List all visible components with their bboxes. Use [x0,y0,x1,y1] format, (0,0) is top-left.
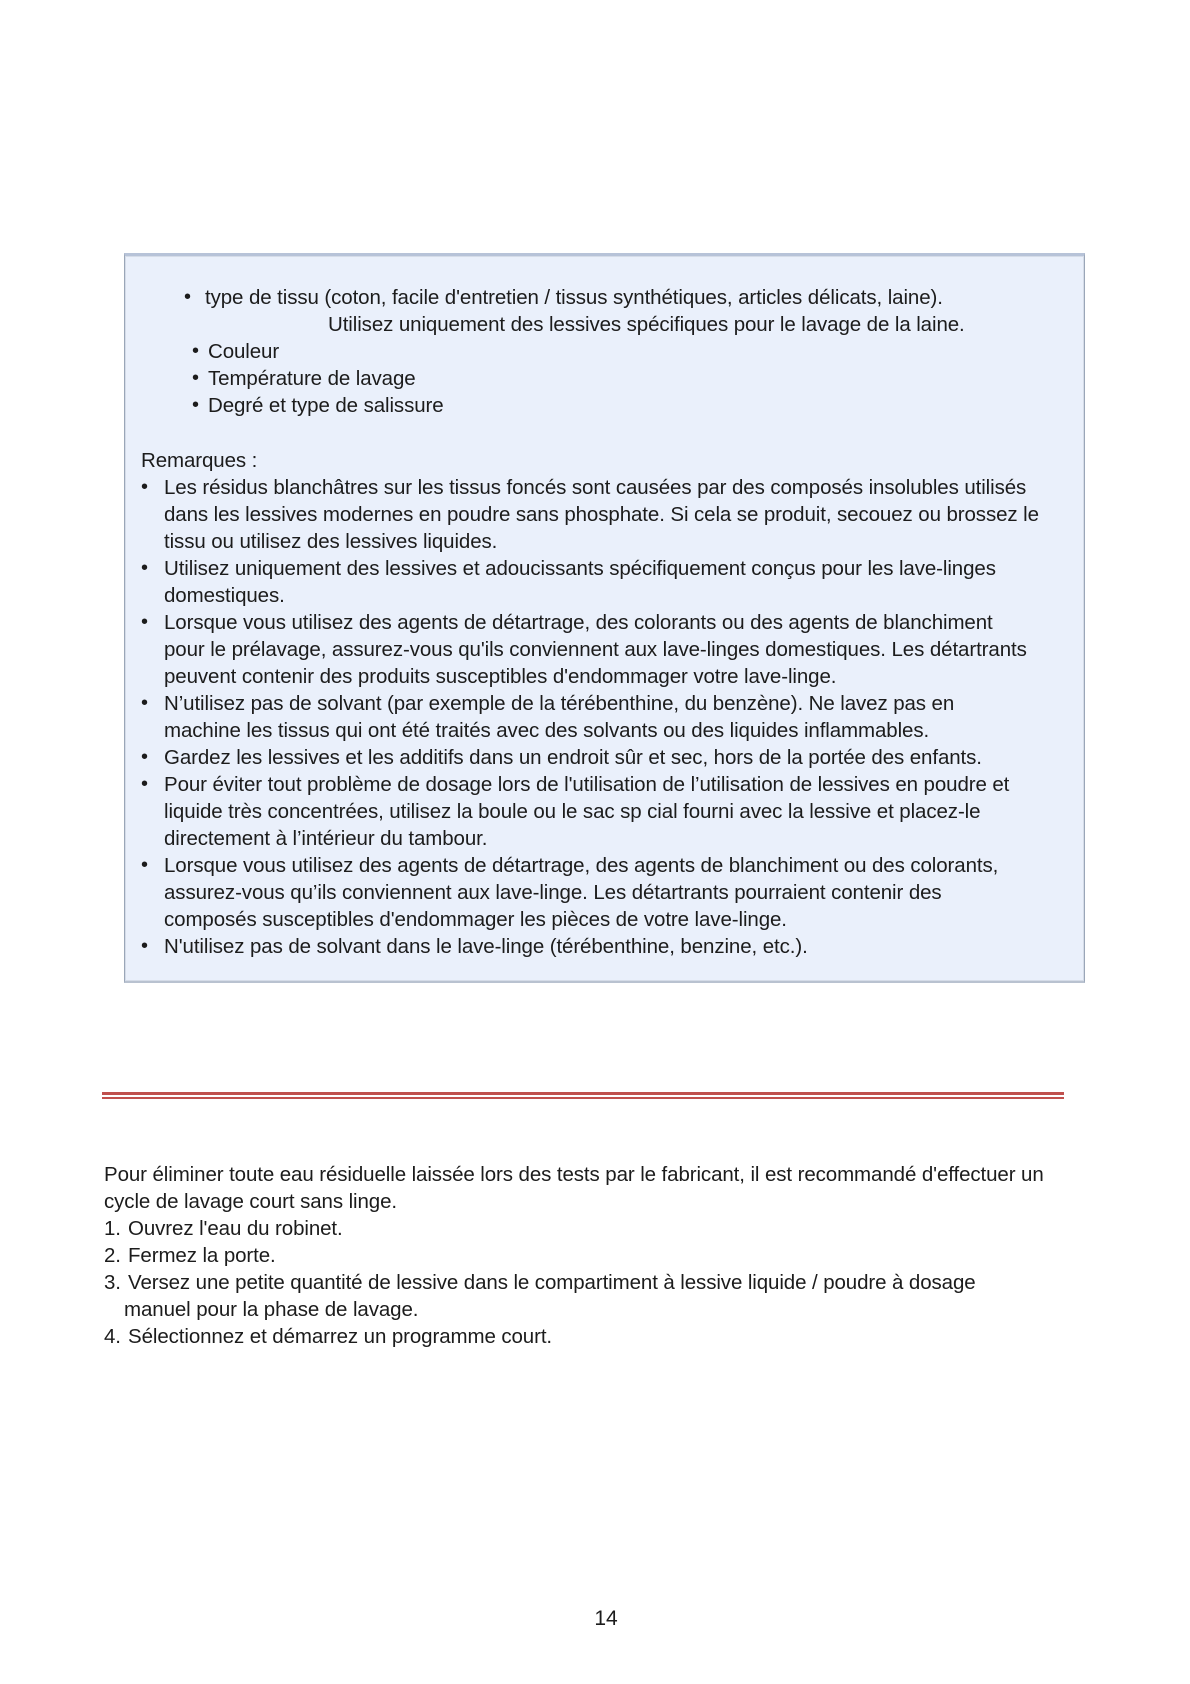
remarks-box [124,253,1085,983]
bullet-icon: • [141,692,149,714]
page-number: 14 [594,1607,618,1630]
step-text: manuel pour la phase de lavage. [124,1298,419,1321]
step-number: 2. [104,1244,121,1267]
bullet-icon: • [141,557,149,579]
remark-line: peuvent contenir des produits susceptibles d'endommager votre lave-linge. [164,665,837,688]
bullet-icon: • [141,476,149,498]
step-number: 4. [104,1325,121,1348]
bullet-icon: • [192,340,200,362]
remark-line: Pour éviter tout problème de dosage lors de l'utilisation de l’utilisation de lessives en poudre et [164,773,1010,796]
remark-line: domestiques. [164,584,285,607]
bullet-icon: • [141,935,149,957]
remark-line: dans les lessives modernes en poudre sans phosphate. Si cela se produit, secouez ou brossez le [164,503,1039,526]
remark-line: composés susceptibles d'endommager les pièces de votre lave-linge. [164,908,787,931]
step-number: 3. [104,1271,121,1294]
fabric-type-item: type de tissu (coton, facile d'entretien / tissus synthétiques, articles délicats, laine). [205,286,943,309]
intro-line: cycle de lavage court sans linge. [104,1190,397,1213]
remark-line: machine les tissus qui ont été traités avec des solvants ou des liquides inflammables. [164,719,930,742]
bullet-icon: • [141,854,149,876]
section-divider [102,1092,1064,1099]
remark-line: Lorsque vous utilisez des agents de détartrage, des colorants ou des agents de blanchiment [164,611,993,634]
wool-note: Utilisez uniquement des lessives spécifiques pour le lavage de la laine. [328,313,965,336]
remarks-title: Remarques : [141,449,258,472]
step-text: Ouvrez l'eau du robinet. [128,1217,343,1240]
remark-line: Les résidus blanchâtres sur les tissus foncés sont causées par des composés insolubles utilisés [164,476,1027,499]
step-text: Fermez la porte. [128,1244,276,1267]
remark-line: Utilisez uniquement des lessives et adoucissants spécifiquement conçus pour les lave-linges [164,557,996,580]
remark-line: pour le prélavage, assurez-vous qu'ils conviennent aux lave-linges domestiques. Les détartrants [164,638,1027,661]
step-text: Versez une petite quantité de lessive dans le compartiment à lessive liquide / poudre à dosage [128,1271,976,1294]
remark-line: tissu ou utilisez des lessives liquides. [164,530,498,553]
bullet-icon: • [192,367,200,389]
colour-item: Couleur [208,340,280,363]
bullet-icon: • [192,394,200,416]
bullet-icon: • [141,746,149,768]
remark-line: assurez-vous qu’ils conviennent aux lave-linge. Les détartrants pourraient contenir des [164,881,942,904]
remark-line: Lorsque vous utilisez des agents de détartrage, des agents de blanchiment ou des colorants, [164,854,999,877]
temperature-item: Température de lavage [208,367,416,390]
remark-line: N’utilisez pas de solvant (par exemple de la térébenthine, du benzène). Ne lavez pas en [164,692,955,715]
step-number: 1. [104,1217,121,1240]
remark-line: N'utilisez pas de solvant dans le lave-linge (térébenthine, benzine, etc.). [164,935,808,958]
bullet-icon: • [141,773,149,795]
remark-line: directement à l’intérieur du tambour. [164,827,488,850]
bullet-icon: • [141,611,149,633]
soil-item: Degré et type de salissure [208,394,444,417]
remark-line: Gardez les lessives et les additifs dans un endroit sûr et sec, hors de la portée des enfants. [164,746,982,769]
step-text: Sélectionnez et démarrez un programme court. [128,1325,553,1348]
remark-line: liquide très concentrées, utilisez la boule ou le sac sp cial fourni avec la lessive et placez-le [164,800,981,823]
intro-line: Pour éliminer toute eau résiduelle laissée lors des tests par le fabricant, il est recommandé d'effectuer un [104,1163,1044,1186]
bullet-icon: • [184,286,192,308]
